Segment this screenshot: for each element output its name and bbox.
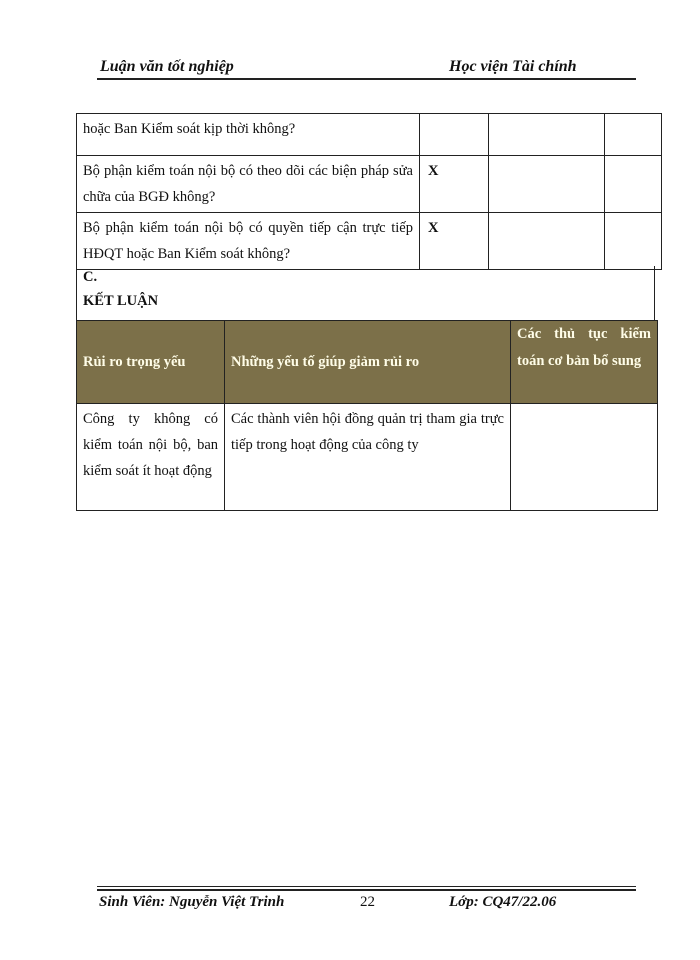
running-header-thesis: Luận văn tốt nghiệp — [100, 58, 234, 75]
yes-cell — [420, 114, 489, 156]
footer-class: Lớp: CQ47/22.06 — [449, 894, 557, 910]
table-row — [77, 404, 658, 511]
na-cell — [605, 156, 662, 213]
na-cell — [605, 114, 662, 156]
checklist-table — [76, 113, 662, 270]
header-additional-procedures: Các thủ tục kiểm toán cơ bản bổ sung — [511, 321, 658, 404]
risk-cell: Công ty không có kiểm toán nội bộ, ban kiểm soát ít hoạt động — [77, 404, 225, 511]
conclusion-section — [76, 266, 655, 320]
section-title: KẾT LUẬN — [83, 293, 159, 309]
yes-cell: X — [420, 213, 489, 270]
question-cell: Bộ phận kiểm toán nội bộ có theo dõi các biện pháp sửa chữa của BGĐ không? — [77, 156, 420, 213]
header-risk: Rủi ro trọng yếu — [77, 321, 225, 404]
section-number: C. — [83, 269, 98, 285]
table-row — [77, 114, 662, 156]
no-cell — [489, 156, 605, 213]
question-cell: Bộ phận kiểm toán nội bộ có quyền tiếp cận trực tiếp HĐQT hoặc Ban Kiểm soát không? — [77, 213, 420, 270]
procedure-cell — [511, 404, 658, 511]
no-cell — [489, 114, 605, 156]
header-mitigating-factors: Những yếu tố giúp giảm rủi ro — [225, 321, 511, 404]
running-header-institution: Học viện Tài chính — [449, 58, 577, 75]
footer-rule — [97, 886, 636, 887]
na-cell — [605, 213, 662, 270]
no-cell — [489, 213, 605, 270]
footer-student: Sinh Viên: Nguyễn Việt Trinh — [99, 894, 285, 910]
table-row — [77, 213, 662, 270]
table-header-row — [77, 321, 658, 404]
yes-cell: X — [420, 156, 489, 213]
mitigating-cell: Các thành viên hội đồng quản trị tham gia trực tiếp trong hoạt động của công ty — [225, 404, 511, 511]
table-row — [77, 156, 662, 213]
footer-rule — [97, 889, 636, 891]
risk-table — [76, 320, 658, 511]
question-cell: hoặc Ban Kiểm soát kịp thời không? — [77, 114, 420, 156]
header-rule — [97, 78, 636, 80]
page-number: 22 — [360, 894, 375, 910]
